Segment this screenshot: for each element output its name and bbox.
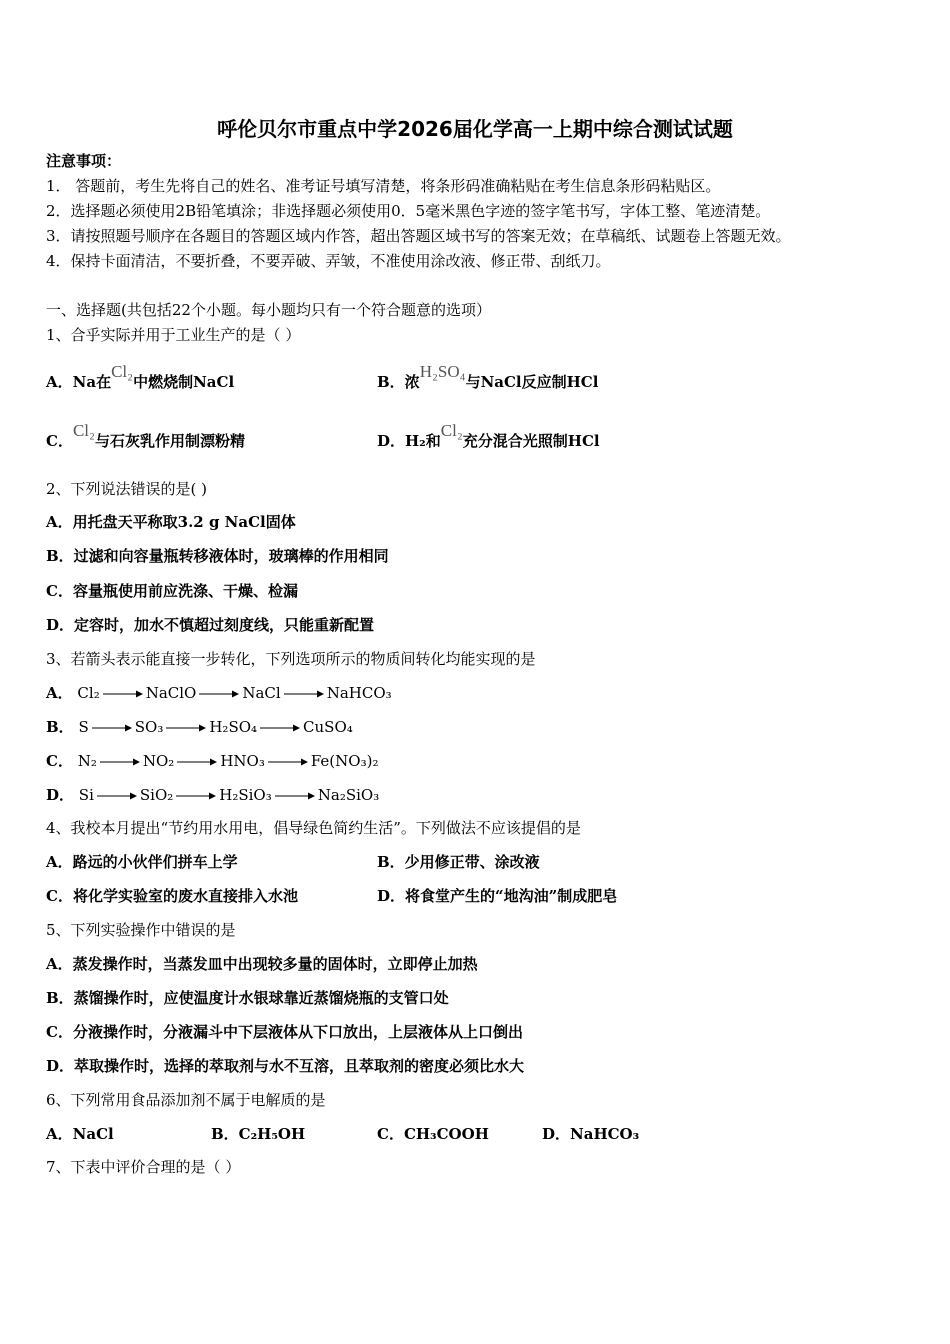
- notice-item: 1． 答题前，考生先将自己的姓名、准考证号填写清楚，将条形码准确粘贴在考生信息条形码粘贴区。: [46, 177, 721, 195]
- question-4-stem: 4、我校本月提出“节约用水用电，倡导绿色简约生活”。下列做法不应该提倡的是: [46, 819, 581, 837]
- question-3-option-a: A． Cl₂ NaClO NaCl NaHCO₃: [46, 684, 392, 702]
- arrow-icon: [275, 791, 315, 801]
- notice-item: 3．请按照题号顺序在各题目的答题区域内作答，超出答题区域书写的答案无效；在草稿纸、试题卷上答题无效。: [46, 227, 791, 245]
- question-2-option-a: A．用托盘天平称取3.2 g NaCl固体: [46, 513, 296, 531]
- arrow-icon: [103, 689, 143, 699]
- question-6-option-d: D．NaHCO₃: [542, 1125, 640, 1143]
- question-3-option-c: C． N₂ NO₂ HNO₃ Fe(NO₃)₂: [46, 752, 379, 770]
- question-3-option-d: D． Si SiO₂ H₂SiO₃ Na₂SiO₃: [46, 786, 380, 804]
- arrow-icon: [199, 689, 239, 699]
- question-3-option-b: B． S SO₃ H₂SO₄ CuSO₄: [46, 718, 353, 736]
- question-5-stem: 5、下列实验操作中错误的是: [46, 921, 236, 939]
- arrow-icon: [92, 723, 132, 733]
- arrow-icon: [284, 689, 324, 699]
- question-7-stem: 7、下表中评价合理的是（ ）: [46, 1158, 241, 1176]
- question-6-option-b: B．C₂H₅OH: [211, 1125, 306, 1143]
- question-2-option-b: B．过滤和向容量瓶转移液体时，玻璃棒的作用相同: [46, 547, 389, 565]
- question-4-option-d: D．将食堂产生的“地沟油”制成肥皂: [377, 887, 618, 905]
- question-6-option-a: A．NaCl: [46, 1125, 114, 1143]
- arrow-icon: [166, 723, 206, 733]
- arrow-icon: [100, 757, 140, 767]
- arrow-icon: [268, 757, 308, 767]
- question-4-option-b: B．少用修正带、涂改液: [377, 853, 540, 871]
- question-1-option-d: D．H₂和Cl₂充分混合光照制HCl: [377, 421, 600, 450]
- arrow-icon: [176, 791, 216, 801]
- question-1-option-b: B．浓H₂SO₄与NaCl反应制HCl: [377, 362, 599, 391]
- section-heading: 一、选择题(共包括22个小题。每小题均只有一个符合题意的选项）: [46, 301, 491, 319]
- question-2-option-c: C．容量瓶使用前应洗涤、干燥、检漏: [46, 582, 298, 600]
- question-2-stem: 2、下列说法错误的是( ): [46, 480, 208, 498]
- question-5-option-c: C．分液操作时，分液漏斗中下层液体从下口放出，上层液体从上口倒出: [46, 1023, 523, 1041]
- notice-item: 4．保持卡面清洁，不要折叠，不要弄破、弄皱，不准使用涂改液、修正带、刮纸刀。: [46, 252, 611, 270]
- arrow-icon: [260, 723, 300, 733]
- arrow-icon: [97, 791, 137, 801]
- question-1-stem: 1、合乎实际并用于工业生产的是（ ）: [46, 326, 301, 344]
- question-5-option-a: A．蒸发操作时，当蒸发皿中出现较多量的固体时，立即停止加热: [46, 955, 478, 973]
- notice-item: 2．选择题必须使用2B铅笔填涂；非选择题必须使用0．5毫米黑色字迹的签字笔书写，字体工整、笔迹清楚。: [46, 202, 771, 220]
- question-5-option-d: D．萃取操作时，选择的萃取剂与水不互溶，且萃取剂的密度必须比水大: [46, 1057, 525, 1075]
- page-title: 呼伦贝尔市重点中学2026届化学高一上期中综合测试试题: [217, 117, 733, 141]
- question-1-option-a: A．Na在Cl₂中燃烧制NaCl: [46, 362, 235, 391]
- question-2-option-d: D．定容时，加水不慎超过刻度线，只能重新配置: [46, 616, 375, 634]
- question-3-stem: 3、若箭头表示能直接一步转化，下列选项所示的物质间转化均能实现的是: [46, 650, 536, 668]
- question-6-option-c: C．CH₃COOH: [377, 1125, 489, 1143]
- question-1-option-c: C．Cl₂与石灰乳作用制漂粉精: [46, 421, 245, 450]
- question-4-option-c: C．将化学实验室的废水直接排入水池: [46, 887, 298, 905]
- arrow-icon: [177, 757, 217, 767]
- question-6-stem: 6、下列常用食品添加剂不属于电解质的是: [46, 1091, 326, 1109]
- question-4-option-a: A．路远的小伙伴们拼车上学: [46, 853, 238, 871]
- notice-heading: 注意事项：: [46, 152, 122, 170]
- question-5-option-b: B．蒸馏操作时，应使温度计水银球靠近蒸馏烧瓶的支管口处: [46, 989, 449, 1007]
